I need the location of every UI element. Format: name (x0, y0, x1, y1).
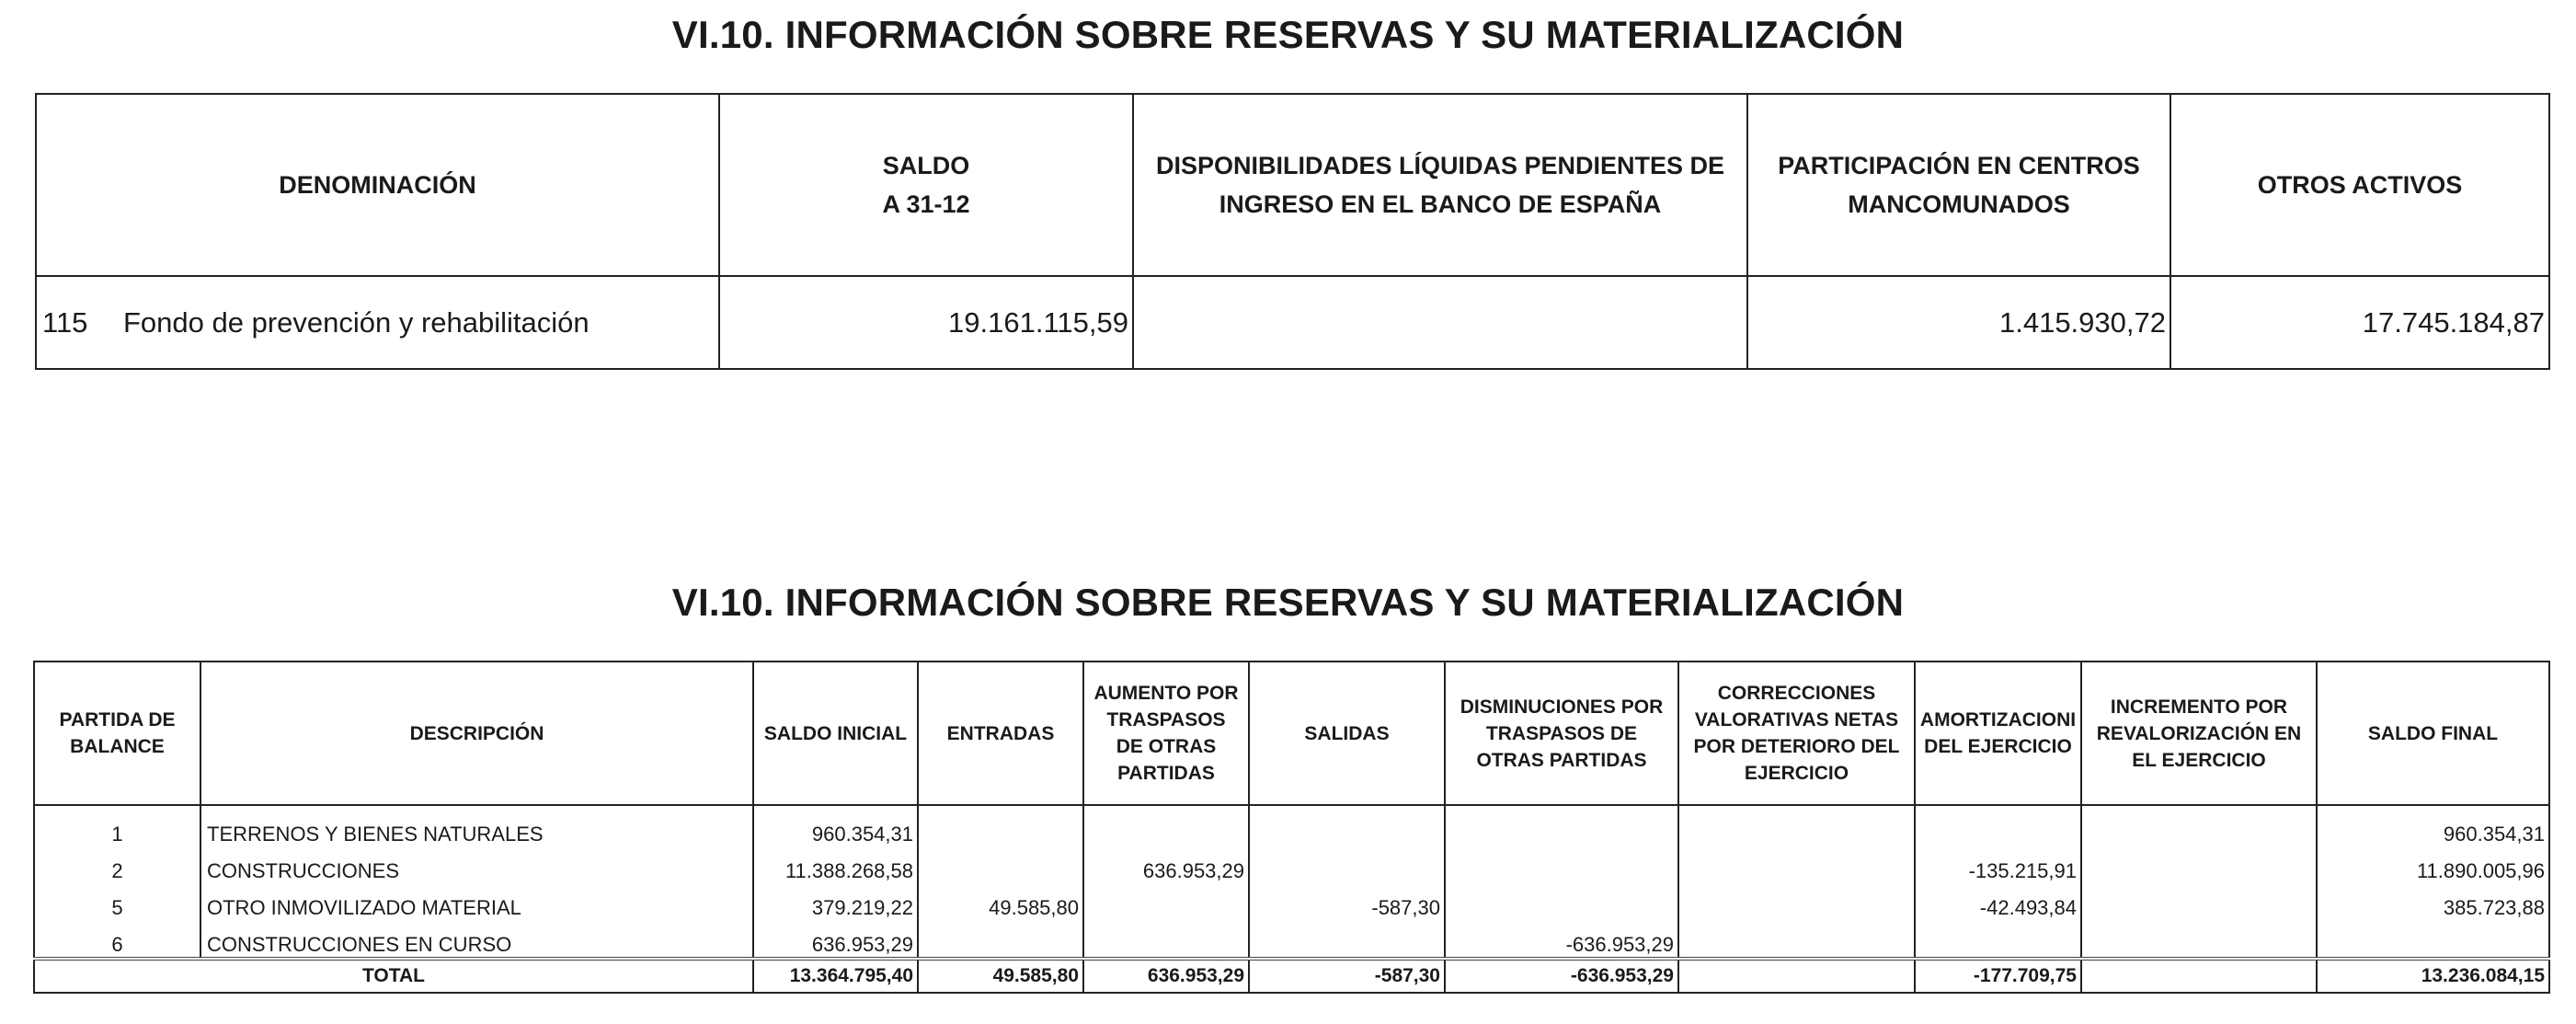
table-header-row (36, 94, 2549, 276)
cell-code: 115 (42, 305, 88, 339)
cell-amortizaciones: -135.215,91 (1915, 846, 2081, 883)
header-participacion: PARTICIPACIÓN EN CENTROS MANCOMUNADOS (1747, 94, 2170, 276)
cell-aumento (1083, 805, 1249, 846)
cell-correcciones (1678, 920, 1915, 959)
cell-saldo-final (2317, 920, 2549, 959)
cell-saldo-inicial: 11.388.268,58 (753, 846, 918, 883)
total-amortizaciones: -177.709,75 (1915, 959, 2081, 993)
cell-saldo-final: 11.890.005,96 (2317, 846, 2549, 883)
cell-correcciones (1678, 805, 1915, 846)
cell-disminuciones (1445, 846, 1678, 883)
cell-salidas (1249, 805, 1445, 846)
reserves-summary-table (35, 93, 2550, 370)
header-incremento: INCREMENTO POR REVALORIZACIÓN EN EL EJERCICIO (2081, 662, 2317, 805)
header-correcciones: CORRECCIONES VALORATIVAS NETAS POR DETERIORO DEL EJERCICIO (1678, 662, 1915, 805)
total-label: TOTAL (34, 959, 753, 993)
cell-entradas: 49.585,80 (918, 883, 1083, 920)
cell-correcciones (1678, 846, 1915, 883)
cell-disminuciones (1445, 805, 1678, 846)
total-aumento: 636.953,29 (1083, 959, 1249, 993)
header-disponibilidades: DISPONIBILIDADES LÍQUIDAS PENDIENTES DE INGRESO EN EL BANCO DE ESPAÑA (1133, 94, 1747, 276)
cell-saldo: 19.161.115,59 (719, 276, 1133, 369)
cell-descripcion: TERRENOS Y BIENES NATURALES (200, 805, 753, 846)
header-aumento: AUMENTO POR TRASPASOS DE OTRAS PARTIDAS (1083, 662, 1249, 805)
cell-partida: 5 (34, 883, 200, 920)
cell-partida: 1 (34, 805, 200, 846)
cell-salidas (1249, 920, 1445, 959)
cell-partida: 6 (34, 920, 200, 959)
cell-disminuciones: -636.953,29 (1445, 920, 1678, 959)
cell-name: Fondo de prevención y rehabilitación (123, 305, 590, 339)
table-row (34, 920, 2549, 959)
total-disminuciones: -636.953,29 (1445, 959, 1678, 993)
header-entradas: ENTRADAS (918, 662, 1083, 805)
page-title-top: VI.10. INFORMACIÓN SOBRE RESERVAS Y SU MATERIALIZACIÓN (671, 13, 1905, 56)
cell-entradas (918, 805, 1083, 846)
cell-amortizaciones: -42.493,84 (1915, 883, 2081, 920)
total-saldo-inicial: 13.364.795,40 (753, 959, 918, 993)
cell-saldo-final: 960.354,31 (2317, 805, 2549, 846)
cell-saldo-inicial: 960.354,31 (753, 805, 918, 846)
total-incremento (2081, 959, 2317, 993)
cell-incremento (2081, 920, 2317, 959)
cell-disponibilidades (1133, 276, 1747, 369)
header-saldo-final: SALDO FINAL (2317, 662, 2549, 805)
cell-descripcion: CONSTRUCCIONES (200, 846, 753, 883)
page-title-bottom: VI.10. INFORMACIÓN SOBRE RESERVAS Y SU MATERIALIZACIÓN (671, 581, 1905, 624)
header-saldo: SALDO A 31-12 (719, 94, 1133, 276)
cell-aumento (1083, 920, 1249, 959)
cell-correcciones (1678, 883, 1915, 920)
total-row (34, 959, 2549, 993)
cell-amortizaciones (1915, 920, 2081, 959)
total-saldo-final: 13.236.084,15 (2317, 959, 2549, 993)
cell-incremento (2081, 883, 2317, 920)
header-disminuciones: DISMINUCIONES POR TRASPASOS DE OTRAS PARTIDAS (1445, 662, 1678, 805)
header-partida: PARTIDA DE BALANCE (34, 662, 200, 805)
cell-saldo-inicial: 636.953,29 (753, 920, 918, 959)
table-row (36, 276, 2549, 369)
cell-salidas: -587,30 (1249, 883, 1445, 920)
cell-partida: 2 (34, 846, 200, 883)
cell-participacion: 1.415.930,72 (1747, 276, 2170, 369)
table-row (34, 805, 2549, 846)
cell-saldo-final: 385.723,88 (2317, 883, 2549, 920)
header-descripcion: DESCRIPCIÓN (200, 662, 753, 805)
total-entradas: 49.585,80 (918, 959, 1083, 993)
header-salidas: SALIDAS (1249, 662, 1445, 805)
total-correcciones (1678, 959, 1915, 993)
header-otros-activos: OTROS ACTIVOS (2170, 94, 2549, 276)
header-saldo-inicial: SALDO INICIAL (753, 662, 918, 805)
cell-entradas (918, 846, 1083, 883)
total-salidas: -587,30 (1249, 959, 1445, 993)
cell-disminuciones (1445, 883, 1678, 920)
cell-otros-activos: 17.745.184,87 (2170, 276, 2549, 369)
table-row (34, 846, 2549, 883)
cell-aumento (1083, 883, 1249, 920)
cell-saldo-inicial: 379.219,22 (753, 883, 918, 920)
cell-amortizaciones (1915, 805, 2081, 846)
cell-aumento: 636.953,29 (1083, 846, 1249, 883)
cell-descripcion: CONSTRUCCIONES EN CURSO (200, 920, 753, 959)
header-amortizaciones: AMORTIZACIONI DEL EJERCICIO (1915, 662, 2081, 805)
cell-descripcion: OTRO INMOVILIZADO MATERIAL (200, 883, 753, 920)
header-denominacion: DENOMINACIÓN (36, 94, 719, 276)
cell-denominacion (36, 276, 719, 369)
cell-entradas (918, 920, 1083, 959)
cell-incremento (2081, 805, 2317, 846)
table-row (34, 883, 2549, 920)
cell-incremento (2081, 846, 2317, 883)
reserves-movement-table (33, 661, 2550, 994)
cell-salidas (1249, 846, 1445, 883)
table-header-row (34, 662, 2549, 805)
